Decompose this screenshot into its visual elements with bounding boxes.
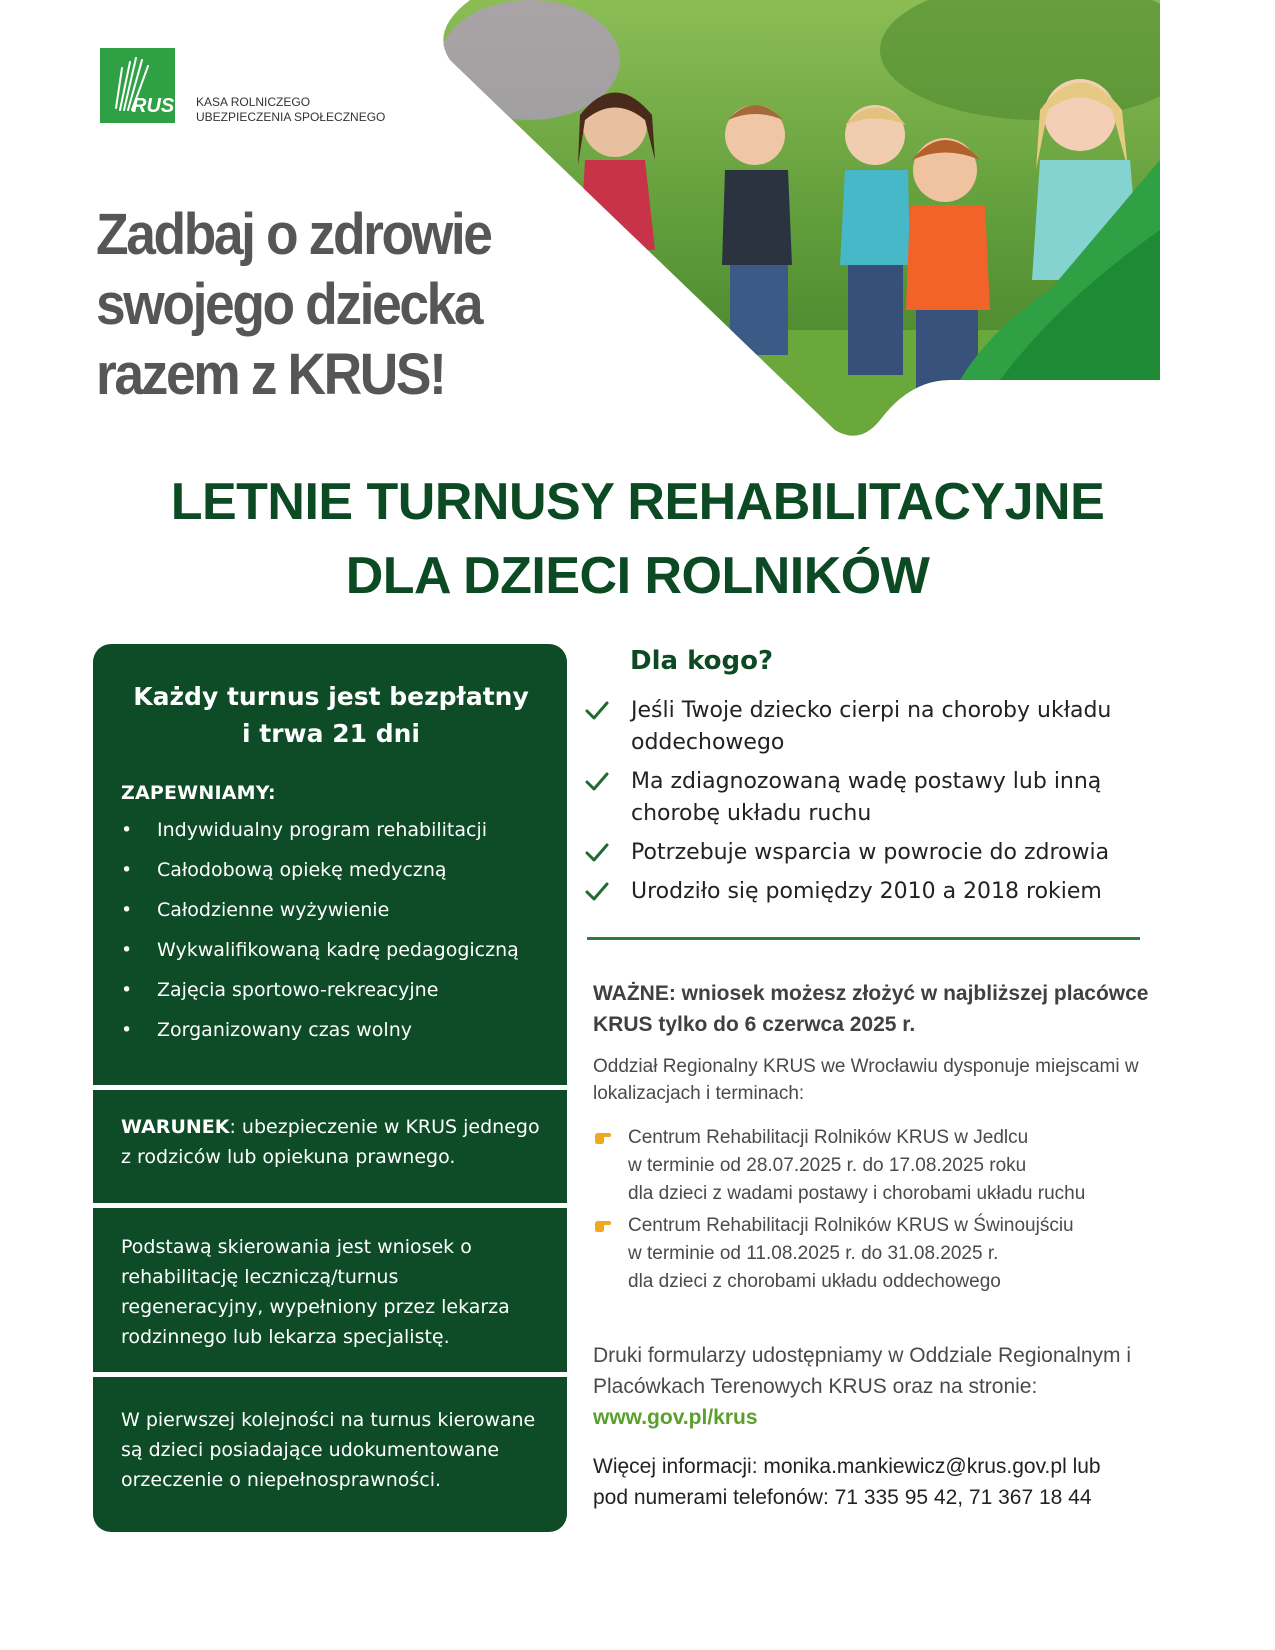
divider [587, 937, 1140, 940]
contact-line-1: Więcej informacji: monika.mankiewicz@krus.gov.pl lub [593, 1455, 1101, 1478]
list-item: • Zajęcia sportowo-rekreacyjne [121, 970, 541, 1010]
location-name: Centrum Rehabilitacji Rolników KRUS w Świnoujściu [628, 1215, 1074, 1236]
krus-logo [100, 48, 175, 123]
offer-heading [121, 678, 541, 752]
checkmark-icon [585, 771, 609, 793]
region-intro: Oddział Regionalny KRUS we Wrocławiu dysponuje miejscami w lokalizacjach i terminach: [593, 1056, 1139, 1104]
for-whom-item: Potrzebuje wsparcia w powrocie do zdrowia [631, 840, 1110, 865]
headline-line-3: razem z KRUS! [96, 342, 445, 407]
basis-text: Podstawą skierowania jest wniosek o rehabilitację leczniczą/turnus regeneracyjny, wypełniony przez lekarza rodzinnego lub lekarza specjalistę. [121, 1236, 510, 1348]
offer-heading-line-1: Każdy turnus jest bezpłatny [133, 682, 529, 711]
condition-label: WARUNEK [121, 1116, 230, 1138]
checkmark-icon [585, 881, 609, 903]
offer-panel [93, 644, 567, 1085]
for-whom-item: Urodziło się pomiędzy 2010 a 2018 rokiem [631, 879, 1102, 904]
for-whom-item: Jeśli Twoje dziecko cierpi na choroby układu oddechowego [631, 698, 1112, 755]
for-whom-list [585, 695, 1185, 915]
offer-heading-line-2: i trwa 21 dni [242, 719, 420, 748]
basis-panel [93, 1208, 567, 1372]
contact-line-2: pod numerami telefonów: 71 335 95 42, 71 367 18 44 [593, 1486, 1092, 1509]
priority-text: W pierwszej kolejności na turnus kierowane są dzieci posiadające udokumentowane orzeczenie o niepełnosprawności. [121, 1409, 536, 1491]
krus-website-link[interactable]: www.gov.pl/krus [593, 1406, 758, 1429]
for-whom-item: Ma zdiagnozowaną wadę postawy lub inną chorobę układu ruchu [631, 769, 1102, 826]
location-name: Centrum Rehabilitacji Rolników KRUS w Jedlcu [628, 1127, 1029, 1148]
headline-line-2: swojego dziecka [96, 272, 482, 337]
location-dates: w terminie od 11.08.2025 r. do 31.08.2025 r. [628, 1243, 999, 1264]
checkmark-icon [585, 842, 609, 864]
checkmark-icon [585, 700, 609, 722]
offer-list [121, 810, 541, 1050]
priority-panel [93, 1377, 567, 1532]
forms-info [593, 1340, 1153, 1433]
list-item [585, 695, 1185, 759]
location-desc: dla dzieci z chorobami układu oddechowego [628, 1271, 1001, 1292]
list-item: • Całodzienne wyżywienie [121, 890, 541, 930]
condition-text [121, 1112, 541, 1172]
headline [96, 200, 556, 410]
important-note: WAŻNE: wniosek możesz złożyć w najbliższej placówce KRUS tylko do 6 czerwca 2025 r. [593, 982, 1149, 1036]
list-item [585, 837, 1185, 869]
headline-line-1: Zadbaj o zdrowie [96, 202, 491, 267]
list-item [585, 766, 1185, 830]
location-desc: dla dzieci z wadami postawy i chorobami układu ruchu [628, 1183, 1086, 1204]
condition-panel [93, 1090, 567, 1203]
pointing-hand-icon [593, 1216, 613, 1234]
condition-body: : ubezpieczenie w KRUS jednego z rodziców lub opiekuna prawnego. [121, 1116, 540, 1168]
org-line-2: UBEZPIECZENIA SPOŁECZNEGO [196, 110, 386, 124]
location-dates: w terminie od 28.07.2025 r. do 17.08.2025 roku [628, 1155, 1027, 1176]
list-item [593, 1212, 1153, 1296]
for-whom-title: Dla kogo? [630, 646, 774, 676]
contact-info [593, 1451, 1213, 1513]
pointing-hand-icon [593, 1128, 613, 1146]
list-item: • Całodobową opiekę medyczną [121, 850, 541, 890]
organization-name [196, 95, 385, 125]
list-item: • Wykwalifikowaną kadrę pedagogiczną [121, 930, 541, 970]
list-item: • Zorganizowany czas wolny [121, 1010, 541, 1050]
offer-list-title: ZAPEWNIAMY: [121, 782, 276, 804]
forms-text: Druki formularzy udostępniamy w Oddziale Regionalnym i Placówkach Terenowych KRUS oraz na stronie: [593, 1344, 1132, 1398]
locations-list [593, 1124, 1153, 1300]
title-line-1: LETNIE TURNUSY REHABILITACYJNE [170, 473, 1105, 531]
children-running-photo [440, 0, 1220, 460]
org-line-1: KASA ROLNICZEGO [196, 95, 311, 109]
list-item [585, 876, 1185, 908]
list-item [593, 1124, 1153, 1208]
title-line-2: DLA DZIECI ROLNIKÓW [345, 547, 930, 605]
svg-text:RUS: RUS [132, 95, 175, 117]
list-item: • Indywidualny program rehabilitacji [121, 810, 541, 850]
page-title [0, 465, 1275, 613]
